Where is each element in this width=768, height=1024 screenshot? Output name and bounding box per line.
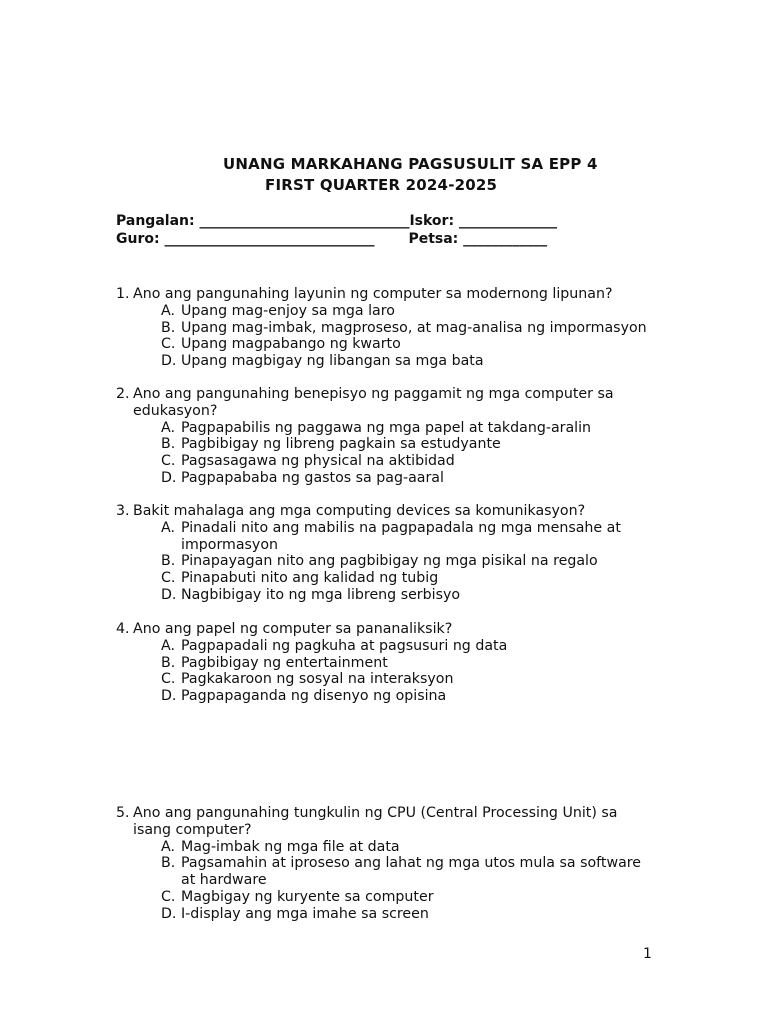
choice-list (116, 638, 656, 705)
choice-letter: D. (161, 469, 177, 486)
choice-list (116, 839, 656, 923)
question-number: 2. (116, 386, 130, 402)
choice-letter: D. (161, 688, 177, 705)
choice-c[interactable] (116, 336, 656, 353)
choice-text: Pagpapaganda ng disenyo ng opisina (181, 688, 447, 705)
question-2 (116, 386, 656, 487)
choice-letter: A. (161, 419, 175, 436)
choice-text: Pagbibigay ng libreng pagkain sa estudyante (181, 436, 501, 453)
choice-b[interactable] (116, 553, 656, 570)
score-label: Iskor: (409, 213, 459, 229)
choice-d[interactable] (116, 587, 656, 604)
field-row-teacher-date (116, 231, 547, 247)
choice-letter: D. (161, 353, 177, 370)
choice-b[interactable] (116, 436, 656, 453)
choice-letter: B. (161, 436, 176, 453)
teacher-label: Guro: (116, 231, 165, 247)
choice-letter: C. (161, 453, 176, 470)
choice-text: Nagbibigay ito ng mga libreng serbisyo (181, 586, 461, 603)
page-number: 1 (643, 946, 652, 962)
choice-text: Upang magbigay ng libangan sa mga bata (181, 353, 484, 370)
choice-d[interactable] (116, 906, 656, 923)
question-1 (116, 286, 656, 370)
choice-a[interactable] (116, 303, 656, 320)
choice-text: Pagpapababa ng gastos sa pag-aaral (181, 469, 444, 486)
choice-list (116, 420, 656, 487)
choice-letter: C. (161, 888, 176, 905)
choice-text: Pagbibigay ng entertainment (181, 654, 388, 671)
choice-b[interactable] (116, 855, 656, 889)
choice-text: Upang magpabango ng kwarto (181, 336, 401, 353)
choice-letter: A. (161, 519, 175, 536)
choice-text: I-display ang mga imahe sa screen (181, 905, 429, 922)
choice-list (116, 303, 656, 370)
choice-c[interactable] (116, 671, 656, 688)
name-line[interactable]: ______________________________ (199, 213, 410, 229)
question-text: Bakit mahalaga ang mga computing devices sa komunikasyon? (133, 503, 586, 519)
choice-d[interactable] (116, 688, 656, 705)
choice-letter: D. (161, 586, 177, 603)
question-number: 4. (116, 621, 130, 637)
teacher-line[interactable]: ______________________________ (164, 231, 375, 247)
choice-letter: D. (161, 905, 177, 922)
question-number: 1. (116, 286, 130, 302)
choice-letter: C. (161, 570, 176, 587)
choice-list (116, 520, 656, 604)
choice-letter: B. (161, 319, 176, 336)
choice-text: Magbigay ng kuryente sa computer (181, 888, 434, 905)
choice-letter: C. (161, 671, 176, 688)
exam-subtitle: FIRST QUARTER 2024-2025 (265, 176, 498, 194)
score-line[interactable]: ______________ (458, 213, 557, 229)
question-text: Ano ang papel ng computer sa pananaliksik? (133, 621, 453, 637)
name-label: Pangalan: (116, 213, 200, 229)
choice-b[interactable] (116, 655, 656, 672)
exam-title: UNANG MARKAHANG PAGSUSULIT SA EPP 4 (223, 155, 598, 173)
field-row-name-score (116, 213, 557, 229)
question-text: Ano ang pangunahing layunin ng computer sa modernong lipunan? (133, 286, 613, 302)
choice-a[interactable] (116, 638, 656, 655)
choice-text: Pinapayagan nito ang pagbibigay ng mga pisikal na regalo (181, 553, 598, 570)
choice-d[interactable] (116, 353, 656, 370)
choice-d[interactable] (116, 470, 656, 487)
choice-text: Pagkakaroon ng sosyal na interaksyon (181, 671, 454, 688)
choice-c[interactable] (116, 453, 656, 470)
choice-text: Pinadali nito ang mabilis na pagpapadala ng mga mensahe at impormasyon (181, 519, 621, 553)
date-label: Petsa: (408, 231, 464, 247)
choice-a[interactable] (116, 420, 656, 437)
choice-letter: C. (161, 336, 176, 353)
question-text: Ano ang pangunahing benepisyo ng paggamit ng mga computer sa edukasyon? (133, 386, 614, 419)
choice-c[interactable] (116, 889, 656, 906)
choice-text: Pinapabuti nito ang kalidad ng tubig (181, 570, 439, 587)
date-line[interactable]: ____________ (463, 231, 548, 247)
choice-a[interactable] (116, 839, 656, 856)
choice-text: Pagpapabilis ng paggawa ng mga papel at takdang-aralin (181, 419, 592, 436)
choice-text: Mag-imbak ng mga file at data (181, 838, 400, 855)
choice-letter: B. (161, 654, 176, 671)
question-4 (116, 621, 656, 705)
choice-letter: A. (161, 637, 175, 654)
choice-a[interactable] (116, 520, 656, 554)
choice-text: Pagsamahin at iproseso ang lahat ng mga utos mula sa software at hardware (181, 855, 642, 889)
question-3 (116, 503, 656, 604)
choice-text: Upang mag-imbak, magproseso, at mag-analisa ng impormasyon (181, 319, 647, 336)
choice-text: Upang mag-enjoy sa mga laro (181, 302, 395, 319)
question-text: Ano ang pangunahing tungkulin ng CPU (Central Processing Unit) sa isang computer? (133, 805, 618, 838)
question-number: 5. (116, 805, 130, 821)
choice-letter: B. (161, 553, 176, 570)
choice-text: Pagpapadali ng pagkuha at pagsusuri ng data (181, 637, 508, 654)
choice-c[interactable] (116, 570, 656, 587)
choice-text: Pagsasagawa ng physical na aktibidad (181, 453, 455, 470)
question-number: 3. (116, 503, 130, 519)
choice-letter: A. (161, 838, 175, 855)
choice-b[interactable] (116, 320, 656, 337)
question-5 (116, 805, 656, 923)
choice-letter: A. (161, 302, 175, 319)
choice-letter: B. (161, 855, 176, 872)
